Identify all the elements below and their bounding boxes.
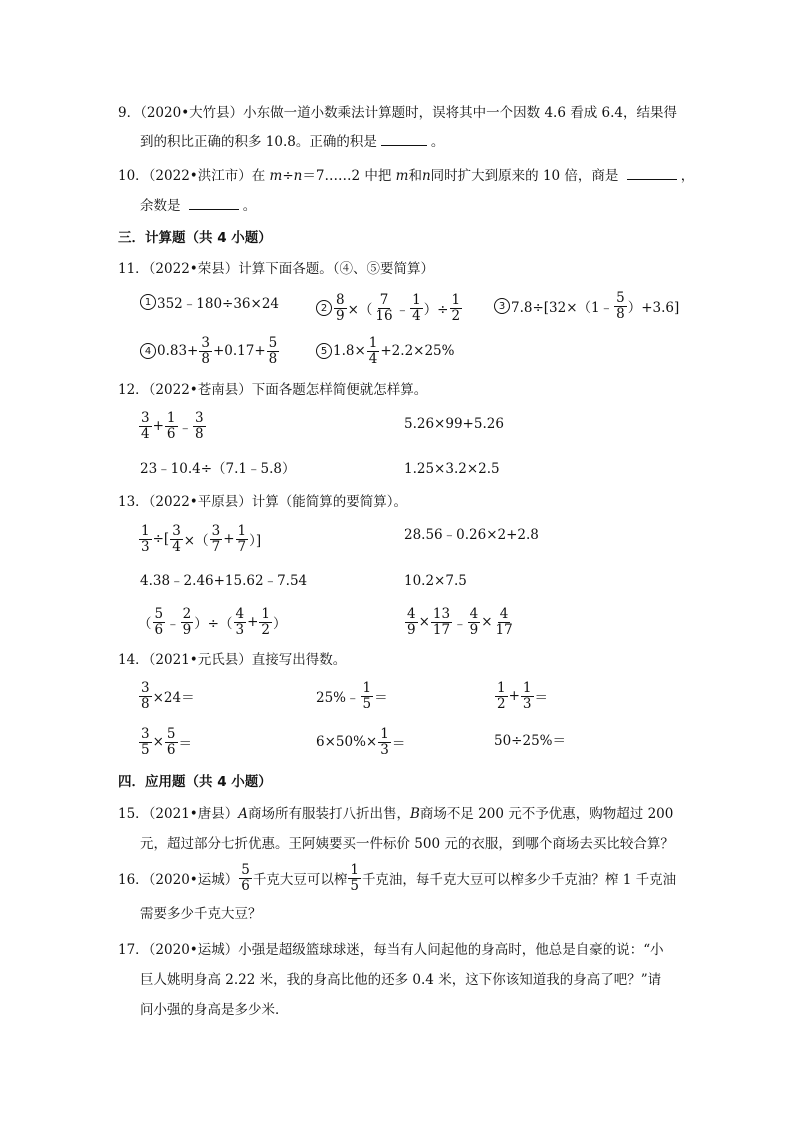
fraction: [165, 411, 178, 442]
denominator: 17: [432, 621, 451, 638]
numerator: 8: [336, 291, 345, 308]
store-a: A: [238, 806, 248, 822]
question-16-text: 千克大豆可以榨: [252, 872, 348, 888]
question-15-line-1: [118, 804, 673, 824]
expression-text: ）]: [249, 533, 262, 549]
denominator: 6: [154, 621, 164, 638]
expression-text: ×: [418, 614, 430, 630]
numerator: 3: [172, 522, 181, 539]
denominator: 5: [141, 741, 150, 758]
expression-text: 6×50%×: [316, 734, 378, 750]
numerator: 1: [412, 291, 421, 308]
fraction: [165, 727, 178, 758]
numerator: 4: [235, 605, 245, 622]
numerator: 1: [522, 679, 532, 696]
fraction: [234, 607, 247, 638]
expression-text: ＝: [374, 690, 388, 706]
fraction: [373, 293, 394, 324]
numerator: 5: [166, 725, 176, 742]
denominator: 9: [469, 621, 479, 638]
fraction: [521, 681, 534, 712]
numerator: 3: [141, 409, 150, 426]
fraction: [139, 727, 152, 758]
numerator: 1: [350, 861, 359, 878]
expression-text: 352﹣180÷36×24: [157, 296, 280, 312]
denominator: 8: [616, 305, 625, 322]
expression-text: ×: [152, 734, 164, 750]
question-10-text: 和: [408, 168, 422, 184]
numerator: 1: [368, 334, 378, 351]
comma: ，: [680, 168, 695, 184]
store-b: B: [410, 806, 420, 822]
numerator: 1: [141, 522, 150, 539]
divide-sign: ÷: [282, 168, 294, 184]
expression-text: +0.17+: [212, 343, 266, 359]
q12-expression-d: 1.25×3.2×2.5: [404, 461, 500, 477]
expression-text: ＝: [391, 736, 406, 752]
question-16-text: 千克油，每千克大豆可以榨多少千克油？榨 1 千克油: [361, 872, 677, 888]
q12-expression-c: 23﹣10.4÷（7.1﹣5.8）: [140, 461, 296, 477]
fraction: [450, 293, 463, 324]
fraction: [210, 524, 223, 555]
numerator: 3: [195, 409, 204, 426]
expression-text: （: [138, 616, 152, 632]
expression-text: +: [152, 418, 164, 434]
fraction: [181, 607, 194, 638]
numerator: 5: [616, 289, 625, 306]
denominator: 2: [497, 695, 506, 712]
fraction: [267, 336, 280, 367]
expression-text: ）÷（: [194, 616, 233, 632]
denominator: 3: [522, 695, 532, 712]
expression-text: 7.8÷[32×（1﹣: [511, 300, 614, 316]
question-17-line-1: 17．（2020•运城）小强是超级篮球球迷，每当有人问起他的身高时，他总是自豪的说：“小: [118, 942, 664, 958]
q13-expression-c: 4.38﹣2.46+15.62﹣7.54: [140, 573, 308, 589]
denominator: 17: [495, 621, 513, 638]
denominator: 2: [451, 307, 461, 324]
q14-expression-d: [138, 724, 192, 760]
expression-text: +: [223, 531, 235, 547]
fraction: [170, 524, 183, 555]
numerator: 7: [379, 291, 389, 308]
numerator: 2: [182, 605, 192, 622]
question-15-text: 商场所有服装打八折出售，: [248, 806, 410, 822]
numerator: 1: [166, 409, 176, 426]
fraction: [410, 293, 423, 324]
q13-expression-b: 28.56﹣0.26×2+2.8: [404, 527, 539, 543]
q13-expression-e: [138, 604, 287, 640]
question-11-stem: 11．（2022•荣县）计算下面各题。（④、⑤要简算）: [118, 261, 434, 277]
expression-text: ×（: [347, 302, 373, 318]
fraction: [367, 336, 380, 367]
expression-text: 1.8×: [333, 343, 366, 359]
fraction: [153, 607, 166, 638]
question-9-line-2: [140, 132, 444, 152]
question-9-end: 。: [430, 134, 445, 150]
expression-text: +2.2×25%: [380, 343, 455, 359]
denominator: 16: [375, 307, 393, 324]
numerator: 3: [141, 725, 150, 742]
numerator: 3: [141, 679, 150, 696]
denominator: 4: [141, 425, 150, 442]
question-16-line-2: 需要多少千克大豆？: [140, 906, 262, 922]
denominator: 8: [201, 350, 210, 367]
denominator: 4: [412, 307, 421, 324]
q11-expression-5: [316, 333, 454, 369]
fraction: [361, 681, 374, 712]
numerator: 5: [241, 861, 250, 878]
variable-n: n: [293, 168, 303, 184]
denominator: 6: [241, 877, 250, 894]
expression-text: ）÷: [423, 302, 449, 318]
denominator: 9: [182, 621, 192, 638]
question-9-text: 到的积比正确的积多 10.8。正确的积是: [140, 134, 377, 150]
fraction: [468, 607, 481, 638]
expression-text: ﹣: [453, 616, 467, 632]
section-3-title: 三．计算题（共 4 小题）: [118, 230, 272, 246]
expression-text: +: [247, 614, 259, 630]
fraction: [494, 607, 515, 638]
fraction: [139, 681, 152, 712]
question-16-line-1: [118, 860, 676, 896]
fraction: [193, 411, 206, 442]
question-10-end: 。: [242, 198, 257, 214]
variable-m: m: [269, 168, 283, 184]
variable-m: m: [395, 168, 409, 184]
fraction: [239, 863, 252, 894]
q14-expression-f: 50÷25%＝: [494, 733, 566, 749]
numerator: 13: [432, 605, 451, 622]
denominator: 9: [407, 621, 416, 638]
expression-text: ×: [481, 614, 493, 630]
question-15-line-2: 元，超过部分七折优惠。王阿姨要买一件标价 500 元的衣服，到哪个商场去买比较合算？: [140, 836, 674, 852]
denominator: 6: [166, 425, 176, 442]
question-15-prefix: 15．（2021•唐县）: [118, 806, 239, 822]
numerator: 1: [380, 725, 389, 742]
question-10-text: 余数是: [140, 198, 181, 214]
q14-expression-c: [494, 678, 548, 714]
expression-text: ）+3.6]: [627, 300, 680, 316]
expression-text: ﹣: [395, 302, 410, 318]
question-15-text: 商场不足 200 元不予优惠，购物超过 200: [419, 806, 674, 822]
q13-expression-f: [404, 604, 516, 640]
fraction: [259, 607, 272, 638]
question-16-prefix: 16．（2020•运城）: [118, 872, 239, 888]
fraction: [334, 293, 347, 324]
q14-expression-a: [138, 678, 195, 714]
answer-blank-9[interactable]: [381, 133, 427, 146]
expression-text: ＝: [178, 736, 192, 752]
numerator: 5: [268, 334, 278, 351]
fraction: [236, 524, 249, 555]
q12-expression-b: 5.26×99+5.26: [404, 416, 504, 432]
denominator: 4: [172, 538, 181, 555]
numerator: 5: [154, 605, 164, 622]
denominator: 3: [235, 621, 245, 638]
denominator: 4: [368, 350, 378, 367]
question-13-stem: 13．（2022•平原县）计算（能简算的要简算）。: [118, 494, 407, 510]
fraction: [431, 607, 452, 638]
answer-blank-10-remainder[interactable]: [189, 197, 239, 210]
fraction: [405, 607, 418, 638]
denominator: 7: [237, 538, 247, 555]
fraction: [199, 336, 212, 367]
fraction: [378, 727, 391, 758]
expression-text: 25%﹣: [316, 690, 360, 706]
circled-number: 3: [494, 298, 510, 314]
expression-text: ×（: [183, 533, 209, 549]
q11-expression-2: [316, 290, 463, 326]
fraction: [139, 524, 152, 555]
numerator: 1: [451, 291, 461, 308]
numerator: 1: [497, 679, 506, 696]
circled-number: 4: [140, 343, 156, 359]
denominator: 2: [261, 621, 270, 638]
circled-number: 5: [316, 343, 332, 359]
expression-text: 0.83+: [157, 343, 199, 359]
denominator: 7: [211, 538, 221, 555]
question-14-stem: 14．（2021•元氏县）直接写出得数。: [118, 652, 347, 668]
denominator: 6: [166, 741, 176, 758]
variable-n: n: [421, 168, 431, 184]
numerator: 1: [362, 679, 372, 696]
question-10-line-2: [140, 196, 256, 216]
expression-text: ＝: [534, 690, 548, 706]
expression-text: ×24＝: [152, 690, 195, 706]
fraction: [614, 291, 627, 322]
expression-text: ）: [273, 616, 287, 632]
denominator: 5: [362, 695, 372, 712]
question-12-stem: 12．（2022•苍南县）下面各题怎样简便就怎样算。: [118, 382, 428, 398]
expression-text: ﹣: [166, 616, 180, 632]
denominator: 5: [350, 877, 359, 894]
fraction: [139, 411, 152, 442]
q11-expression-1: [140, 284, 279, 320]
numerator: 4: [407, 605, 416, 622]
question-17-line-3: 问小强的身高是多少米．: [140, 1002, 289, 1018]
q13-expression-a: [138, 521, 261, 557]
fraction: [495, 681, 508, 712]
denominator: 3: [141, 538, 150, 555]
question-10-text: ＝7……2 中把: [302, 168, 392, 184]
q11-expression-4: [140, 333, 280, 369]
numerator: 4: [469, 605, 479, 622]
expression-text: ÷[: [152, 531, 170, 547]
numerator: 1: [237, 522, 247, 539]
denominator: 8: [268, 350, 278, 367]
q14-expression-e: [316, 724, 405, 760]
q11-expression-3: [494, 288, 679, 324]
q14-expression-b: [316, 678, 388, 714]
denominator: 8: [195, 425, 204, 442]
circled-number: 1: [140, 294, 156, 310]
denominator: 3: [380, 741, 389, 758]
numerator: 3: [211, 522, 221, 539]
question-10-line-1: [118, 166, 694, 186]
numerator: 3: [201, 334, 210, 351]
question-9-line-1: 9．（2020•大竹县）小东做一道小数乘法计算题时，误将其中一个因数 4.6 看成 6.4，结果得: [118, 105, 677, 121]
section-4-title: 四．应用题（共 4 小题）: [118, 774, 272, 790]
q12-expression-a: [138, 408, 207, 444]
q13-expression-d: 10.2×7.5: [404, 573, 467, 589]
numerator: 4: [499, 605, 509, 622]
denominator: 8: [141, 695, 150, 712]
circled-number: 2: [316, 300, 332, 316]
numerator: 1: [261, 605, 270, 622]
expression-text: +: [508, 688, 520, 704]
expression-text: ﹣: [178, 420, 192, 436]
question-17-line-2: 巨人姚明身高 2.22 米，我的身高比他的还多 0.4 米，这下你该知道我的身高了吧？”请: [140, 972, 662, 988]
fraction: [348, 863, 361, 894]
question-10-text: 同时扩大到原来的 10 倍，商是: [430, 168, 619, 184]
answer-blank-10-quotient[interactable]: [627, 167, 677, 180]
denominator: 9: [336, 307, 345, 324]
question-10-prefix: 10．（2022•洪江市）在: [118, 168, 266, 184]
